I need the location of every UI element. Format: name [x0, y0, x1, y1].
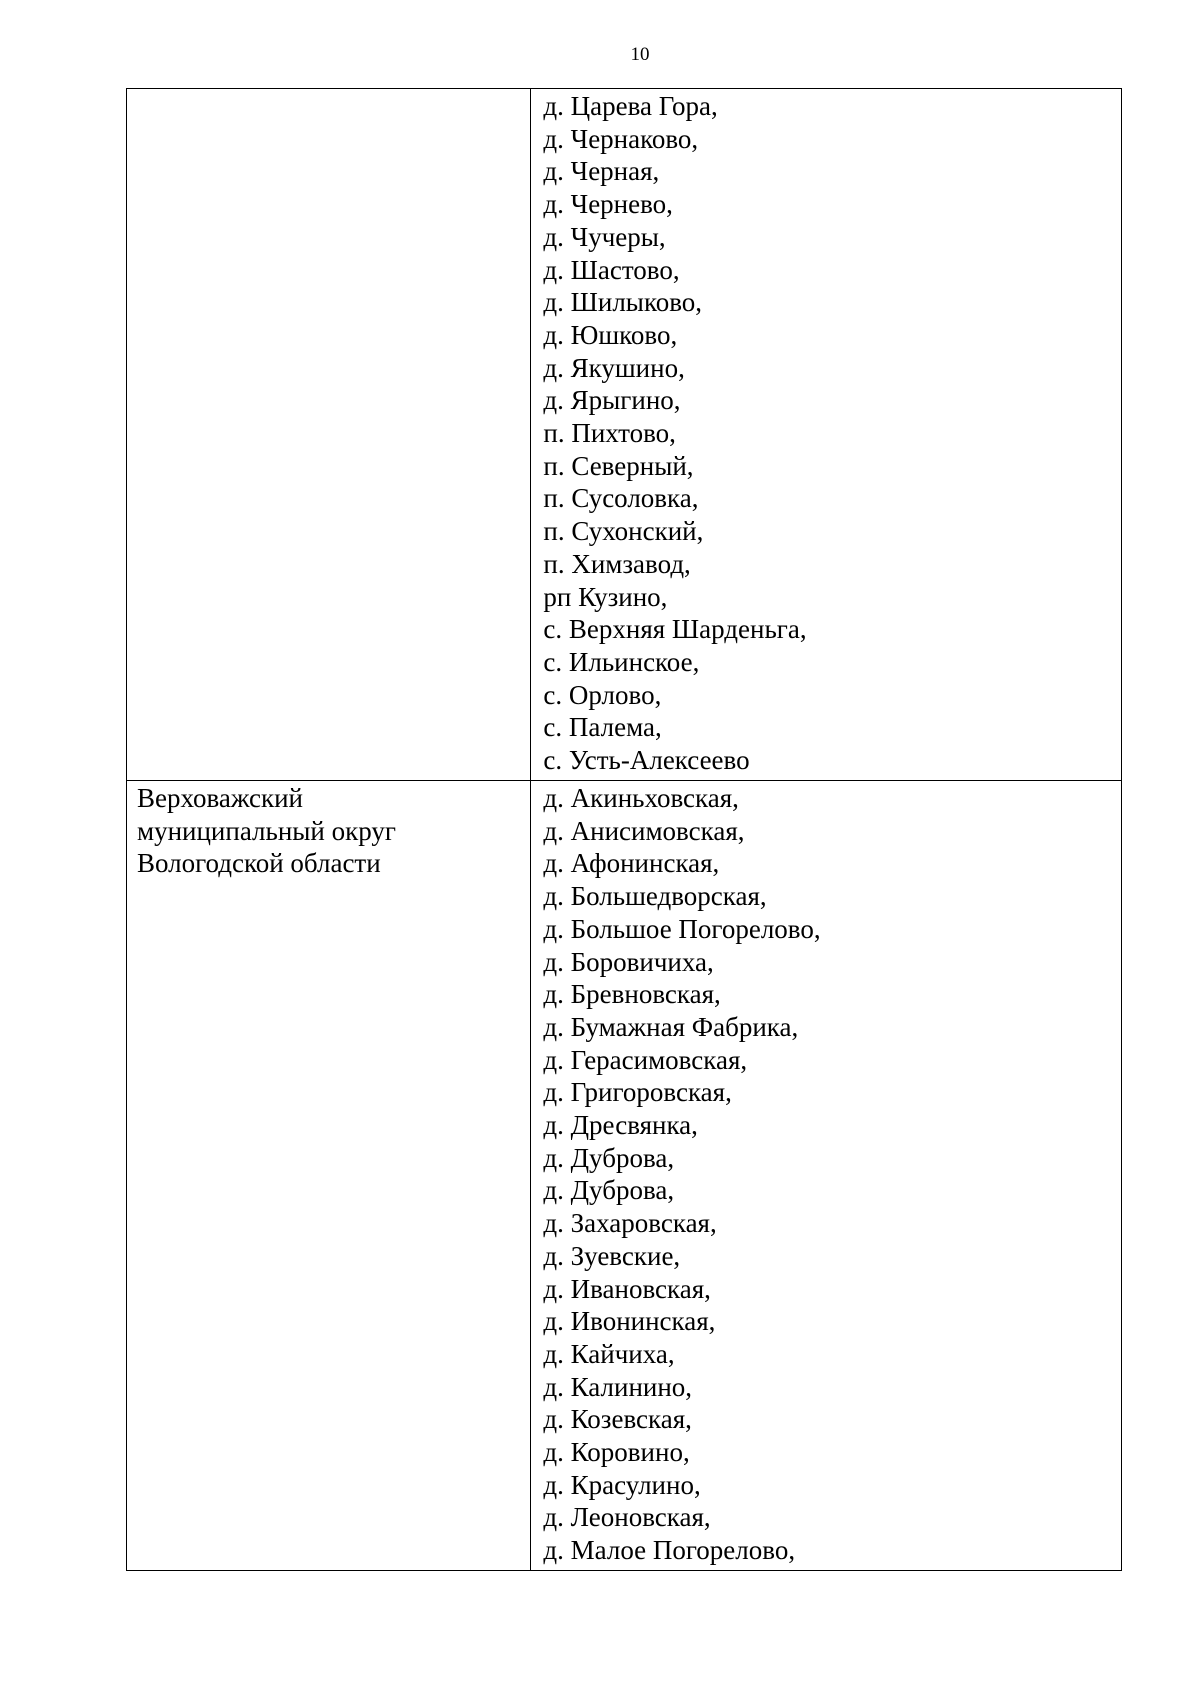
settlement-item: п. Северный, — [543, 450, 694, 481]
settlement-item: д. Большое Погорелово, — [543, 913, 821, 944]
settlement-item: д. Захаровская, — [543, 1208, 717, 1239]
settlement-item: д. Шилыково, — [543, 287, 703, 318]
settlement-item: д. Черная, — [543, 156, 660, 187]
settlement-list — [543, 90, 1121, 777]
settlement-item: д. Боровичиха, — [543, 946, 714, 977]
settlement-item: д. Якушино, — [543, 352, 685, 383]
district-name — [137, 782, 530, 880]
settlement-item: д. Чучеры, — [543, 221, 666, 252]
settlement-item: с. Усть-Алексеево — [543, 745, 750, 776]
settlement-item: д. Дуброва, — [543, 1142, 675, 1173]
settlement-item: д. Анисимовская, — [543, 815, 745, 846]
settlement-item: д. Кайчиха, — [543, 1338, 675, 1369]
settlement-item: с. Верхняя Шарденьга, — [543, 614, 807, 645]
settlement-item: с. Палема, — [543, 712, 662, 743]
settlement-item: д. Бумажная Фабрика, — [543, 1011, 799, 1042]
district-name-line: Вологодской области — [137, 848, 381, 879]
settlement-item: д. Бревновская, — [543, 979, 721, 1010]
settlement-item: д. Герасимовская, — [543, 1044, 748, 1075]
settlement-item: д. Ивановская, — [543, 1273, 711, 1304]
settlement-item: д. Зуевские, — [543, 1240, 681, 1271]
district-cell — [127, 89, 531, 781]
settlement-item: с. Ильинское, — [543, 646, 700, 677]
settlement-item: д. Дресвянка, — [543, 1110, 698, 1141]
settlement-item: п. Пихтово, — [543, 418, 676, 449]
settlements-cell — [531, 89, 1122, 781]
table-row — [127, 89, 1122, 781]
settlement-item: д. Козевская, — [543, 1404, 692, 1435]
settlement-item: д. Ивонинская, — [543, 1306, 716, 1337]
table-row — [127, 781, 1122, 1571]
settlement-list — [543, 782, 1121, 1567]
settlement-item: д. Шастово, — [543, 254, 680, 285]
settlement-item: д. Ярыгино, — [543, 385, 681, 416]
settlement-item: п. Химзавод, — [543, 548, 691, 579]
district-name-line: муниципальный округ — [137, 815, 396, 846]
settlement-item: д. Юшково, — [543, 319, 678, 350]
settlement-item: д. Акиньховская, — [543, 783, 739, 813]
settlement-item: д. Григоровская, — [543, 1077, 732, 1108]
settlement-item: д. Чернево, — [543, 189, 673, 220]
settlement-item: п. Сухонский, — [543, 516, 704, 547]
settlement-item: д. Красулино, — [543, 1469, 701, 1500]
page-number: 10 — [630, 44, 650, 65]
settlements-cell — [531, 781, 1122, 1571]
settlement-item: д. Леоновская, — [543, 1502, 711, 1533]
settlement-item: д. Коровино, — [543, 1437, 690, 1468]
settlement-item: д. Дуброва, — [543, 1175, 675, 1206]
settlement-item: п. Сусоловка, — [543, 483, 699, 514]
settlement-item: рп Кузино, — [543, 581, 668, 612]
settlement-item: д. Афонинская, — [543, 848, 720, 879]
settlement-item: д. Большедворская, — [543, 881, 767, 912]
settlement-item: д. Чернаково, — [543, 123, 699, 154]
settlement-item: д. Малое Погорелово, — [543, 1535, 796, 1566]
settlements-table — [126, 88, 1122, 1571]
settlement-item: с. Орлово, — [543, 679, 662, 710]
district-cell — [127, 781, 531, 1571]
settlement-item: д. Царева Гора, — [543, 91, 718, 121]
district-name-line: Верховажский — [137, 783, 304, 813]
settlement-item: д. Калинино, — [543, 1371, 693, 1402]
